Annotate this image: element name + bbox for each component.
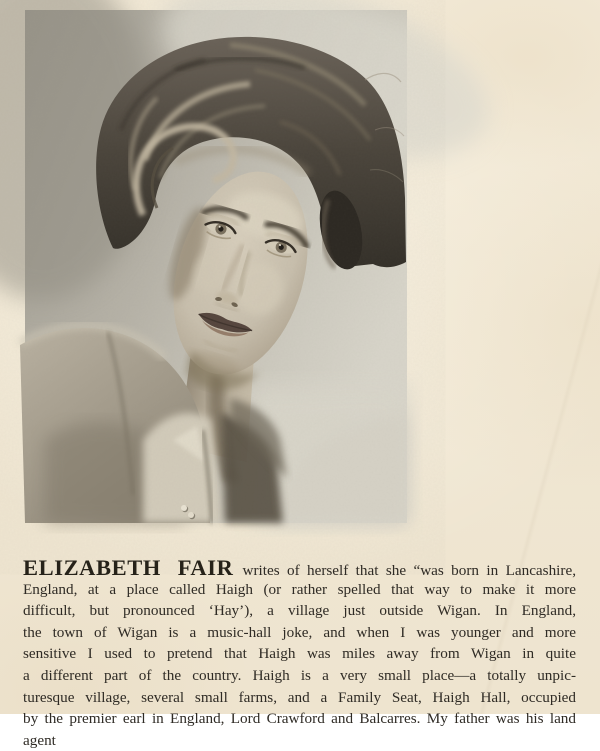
- bio-line-3: difficult, but pronounced ‘Hay’), a village just outside Wigan. In England,: [23, 602, 576, 620]
- bio-line-5: sensitive I used to pretend that Haigh was miles away from Wigan in quite: [23, 645, 576, 663]
- author-portrait-photo: [25, 10, 407, 523]
- author-photo: [25, 10, 407, 523]
- author-bio: [23, 555, 576, 749]
- bio-line-2: England, at a place called Haigh (or rather spelled that way to make it more: [23, 580, 576, 598]
- bio-line-4: the town of Wigan is a music-hall joke, and when I was younger and more: [23, 623, 576, 641]
- bio-line-6: a different part of the country. Haigh is a very small place—a totally unpic-: [23, 666, 576, 684]
- bio-line-1-text: writes of herself that she “was born in Lancashire,: [242, 562, 576, 579]
- bio-line-8-clipped: by the premier earl in England, Lord Crawford and Balcarres. My father was his land agent: [23, 710, 576, 749]
- bio-line-7: turesque village, several small farms, and a Family Seat, Haigh Hall, occupied: [23, 688, 576, 706]
- photo-grain-overlay: [25, 10, 407, 523]
- author-name: ELIZABETH FAIR: [23, 555, 234, 580]
- bio-line-1: [23, 557, 576, 579]
